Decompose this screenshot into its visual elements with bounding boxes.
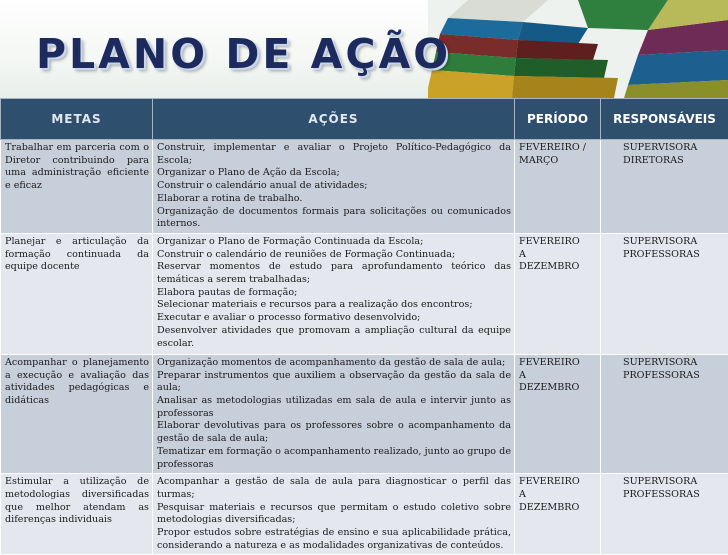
responsaveis-cell xyxy=(601,354,728,473)
responsaveis-cell xyxy=(601,140,728,234)
periodo-line: DEZEMBRO xyxy=(519,261,597,274)
slide-header xyxy=(0,0,728,98)
acoes-cell xyxy=(153,474,515,555)
books-illustration xyxy=(428,0,728,98)
table-header-row xyxy=(1,99,728,140)
acao-item: Elaborar a rotina de trabalho. xyxy=(157,193,511,206)
acao-item: Acompanhar a gestão de sala de aula para diagnosticar o perfil das turmas; xyxy=(157,476,511,501)
responsavel-line: PROFESSORAS xyxy=(623,370,725,383)
page-title: PLANO DE AÇÃO xyxy=(36,30,451,78)
header-acoes: AÇÕES xyxy=(153,99,515,140)
acao-item: Selecionar materiais e recursos para a realização dos encontros; xyxy=(157,299,511,312)
acao-item: Construir o calendário anual de atividades; xyxy=(157,180,511,193)
responsaveis-cell xyxy=(601,233,728,354)
responsavel-line: PROFESSORAS xyxy=(623,489,725,502)
periodo-cell xyxy=(515,140,601,234)
acao-item: Executar e avaliar o processo formativo desenvolvido; xyxy=(157,312,511,325)
acoes-cell xyxy=(153,233,515,354)
periodo-line: FEVEREIRO xyxy=(519,357,597,370)
acao-item: Elabora pautas de formação; xyxy=(157,287,511,300)
acao-item: Organizar o Plano de Formação Continuada da Escola; xyxy=(157,236,511,249)
periodo-cell xyxy=(515,474,601,555)
acao-item: Elaborar devolutivas para os professores sobre o acompanhamento da gestão de sala de aula; xyxy=(157,420,511,445)
responsaveis-cell xyxy=(601,474,728,555)
header-responsaveis: RESPONSÁVEIS xyxy=(601,99,728,140)
periodo-line: A xyxy=(519,489,597,502)
acao-item: Analisar as metodologias utilizadas em sala de aula e intervir junto as professoras xyxy=(157,395,511,420)
acao-item: Preparar instrumentos que auxiliem a observação da gestão da sala de aula; xyxy=(157,370,511,395)
responsavel-line: SUPERVISORA xyxy=(623,476,725,489)
metas-cell: Estimular a utilização de metodologias diversificadas que melhor atendam as diferenças individuais xyxy=(1,474,153,555)
periodo-cell xyxy=(515,354,601,473)
acoes-cell xyxy=(153,140,515,234)
periodo-line: DEZEMBRO xyxy=(519,382,597,395)
acao-item: Construir, implementar e avaliar o Projeto Político-Pedagógico da Escola; xyxy=(157,142,511,167)
metas-cell: Planejar e articulação da formação continuada da equipe docente xyxy=(1,233,153,354)
action-plan-table xyxy=(0,98,728,555)
periodo-line: FEVEREIRO xyxy=(519,236,597,249)
table-row xyxy=(1,140,728,234)
periodo-line: FEVEREIRO xyxy=(519,476,597,489)
acao-item: Organizar o Plano de Ação da Escola; xyxy=(157,167,511,180)
periodo-line: DEZEMBRO xyxy=(519,502,597,515)
acao-item: Tematizar em formação o acompanhamento realizado, junto ao grupo de professoras xyxy=(157,446,511,471)
header-metas: METAS xyxy=(1,99,153,140)
acoes-cell xyxy=(153,354,515,473)
acao-item: Construir o calendário de reuniões de Formação Continuada; xyxy=(157,249,511,262)
metas-cell: Trabalhar em parceria com o Diretor contribuindo para uma administração eficiente e eficaz xyxy=(1,140,153,234)
header-periodo: PERÍODO xyxy=(515,99,601,140)
periodo-line: A xyxy=(519,249,597,262)
acao-item: Organização de documentos formais para solicitações ou comunicados internos. xyxy=(157,206,511,231)
responsavel-line: SUPERVISORA xyxy=(623,357,725,370)
acao-item: Organização momentos de acompanhamento da gestão de sala de aula; xyxy=(157,357,511,370)
table-row xyxy=(1,474,728,555)
responsavel-line: PROFESSORAS xyxy=(623,249,725,262)
responsavel-line: DIRETORAS xyxy=(623,155,725,168)
table-row xyxy=(1,233,728,354)
metas-cell: Acompanhar o planejamento a execução e avaliação das atividades pedagógicas e didáticas xyxy=(1,354,153,473)
table-row xyxy=(1,354,728,473)
periodo-line: FEVEREIRO / xyxy=(519,142,597,155)
responsavel-line: SUPERVISORA xyxy=(623,142,725,155)
acao-item: Pesquisar materiais e recursos que permitam o estudo coletivo sobre metodologias diversificadas; xyxy=(157,502,511,527)
acao-item: Propor estudos sobre estratégias de ensino e sua aplicabilidade prática, considerando a natureza e as modalidades organizativas de conteúdos. xyxy=(157,527,511,552)
acao-item: Desenvolver atividades que promovam a ampliação cultural da equipe escolar. xyxy=(157,325,511,350)
acao-item: Reservar momentos de estudo para aprofundamento teórico das temáticas a serem trabalhadas; xyxy=(157,261,511,286)
responsavel-line: SUPERVISORA xyxy=(623,236,725,249)
periodo-cell xyxy=(515,233,601,354)
periodo-line: A xyxy=(519,370,597,383)
periodo-line: MARÇO xyxy=(519,155,597,168)
